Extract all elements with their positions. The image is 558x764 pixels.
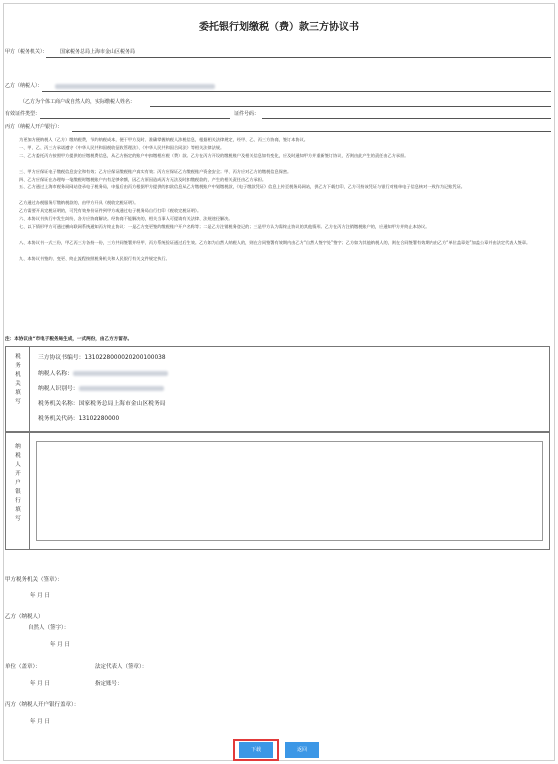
bank-box	[5, 432, 550, 550]
term-5a: 乙方通过办税服务厅缴纳税款的，由甲方开具《税收完税证明》。	[19, 200, 139, 206]
tax-agreement-no: 三方协议书编号：131022800002020010003​8	[38, 355, 166, 361]
party-a-value: 国家税务总局上海市金山区税务局	[60, 49, 136, 55]
sign-date-b: 年 月 日	[50, 642, 70, 648]
term-7-cont	[5, 231, 550, 239]
party-c-line	[72, 131, 551, 132]
tax-box-label: 税 务 机 关 填 写	[15, 354, 21, 405]
id-no-label: 证件号码：	[234, 111, 260, 117]
bank-box-label: 纳 税 人 开 户 银 行 填 写	[15, 444, 21, 522]
sign-date-a: 年 月 日	[30, 593, 50, 599]
doc-note: 注：本协议由“市电子税务局生成，一式两份，由乙方方留存。	[5, 337, 133, 342]
term-preamble: 为更加方便纳税人（乙方）缴纳税费，节约纳税成本，便于甲方及时、准确掌握纳税人涉税信息，根据相关法律规定，经甲、乙、丙三方协商，签订本协议。	[19, 137, 308, 142]
party-b-note: （乙方为个体工商户或自然人的，实际缴税人姓名：	[20, 99, 136, 105]
sign-party-b: 乙方（纳税人）	[5, 614, 44, 620]
party-a-line	[46, 57, 551, 58]
term-7: 七、以下情形甲方可通过横向联网系统通知丙方终止协议：一是乙方变更签约缴税账户开户名称等；二是乙方注销税务登记的；三是甲方认为需终止协议的其他情形。乙方在丙方注销缴税账户的，应通知甲方并终止本协议。	[19, 223, 430, 229]
term-5: 五、乙方通过上海市税务局网站登录电子税务局，申报后由丙方根据甲方提供的扣款信息从乙方缴税账户中划缴税款，《电子缴款凭证》信息上传至税务局网站，供乙方下载打印，乙方可持该凭证与银行对账单电子信息核对一致作为记账凭证。	[19, 184, 465, 190]
term-4: 四、乙方应保证在办理每一笔缴税时缴税账户内有足够余额，因乙方原因造成丙方无法及时扣缴税款的，产生的相关责任由乙方承担。	[19, 176, 267, 182]
sign-legal-rep: 法定代表人（签章）：	[95, 664, 148, 670]
bank-fill-area	[36, 441, 543, 541]
sign-date-d: 年 月 日	[30, 719, 50, 725]
party-b-value-redacted	[55, 84, 215, 91]
tax-authority-code: 税务机关代码：13102280000	[38, 416, 120, 422]
tax-authority-name: 税务机关名称：国家税务总局上海市金山区税务局	[38, 401, 166, 407]
sign-natural-person: 自然人（签字）：	[28, 625, 70, 631]
term-9: 九、本协议书签约、变更、终止流程按照税务机关和人民银行有关文件规定执行。	[19, 255, 170, 261]
back-button[interactable]: 返回	[285, 742, 319, 758]
party-b-label: 乙方（纳税人）：	[5, 83, 43, 89]
download-button[interactable]: 下载	[239, 742, 273, 758]
id-no-line	[262, 118, 551, 119]
sign-party-a: 甲方税务机关（签章）：	[5, 577, 63, 583]
tax-taxpayer-id: 纳税人识别号：	[38, 384, 164, 394]
tax-authority-box	[5, 346, 550, 432]
party-c-label: 丙方（纳税人开户银行）：	[5, 124, 63, 130]
term-2-cont	[5, 160, 550, 168]
sign-account-no: 指定账号：	[95, 681, 123, 687]
doc-title: 委托银行划缴税（费）款三方协议书	[199, 22, 359, 33]
agreement-terms	[5, 136, 550, 263]
term-2: 二、乙方委托丙方按照甲方提供的应缴税费信息，从乙方指定的账户中扣缴相应税（费）款。乙方在丙方开设的缴税账户及相关信息如有变化，应及时通知甲方并重新签订协议，否则由此产生的责任由乙方承担。	[19, 152, 409, 158]
term-8-cont	[5, 247, 550, 255]
sign-date-c: 年 月 日	[30, 681, 50, 687]
sign-party-c: 丙方（纳税人开户银行盖章）：	[5, 702, 80, 708]
party-b-line	[42, 91, 551, 92]
term-5b: 乙方需要开具完税证明的，可凭有效身份证件到甲方或通过电子税务局自行打印《税收完税证明》。	[19, 208, 202, 214]
term-5-cont	[5, 191, 550, 199]
party-a-label: 甲方（税务机关）：	[5, 49, 48, 55]
term-3: 三、甲方应保证电子缴税信息安全和有效；乙方应保证缴税账户真实有效；丙方应保证乙方缴税账户资金安全；甲、丙方应对乙方的缴税信息保密。	[19, 168, 292, 174]
sign-unit-seal: 单位（盖章）：	[5, 664, 41, 670]
tax-taxpayer-name: 纳税人名称：	[38, 369, 168, 379]
term-1: 一、甲、乙、丙三方承诺遵守《中华人民共和国税收征收管理法》、《中华人民共和国合同法》等相关法律法规。	[19, 144, 225, 150]
party-b-note-line	[150, 106, 551, 107]
term-6: 六、本协议书执行中发生纠纷，各方应协商解决。经协商不能解决的，相关当事人可提请有关法律、法规途径解决。	[19, 216, 233, 222]
id-type-line	[40, 118, 230, 119]
bank-box-label-col	[6, 433, 30, 549]
id-type-label: 有效证件类型：	[5, 111, 41, 117]
tax-box-label-col	[6, 347, 30, 431]
term-8: 八、本协议书一式三份，甲乙丙三方各持一份，三方共同签署并经甲、丙方系统验证通过后生效。乙方如为自然人纳税人的，则在合同签署有效期内由乙方“自然人签字处”签字；乙方如为其他纳税人的，则在合同签署有效期内由乙方“单位盖章处”加盖公章并由法定代表人签章。	[19, 239, 531, 245]
